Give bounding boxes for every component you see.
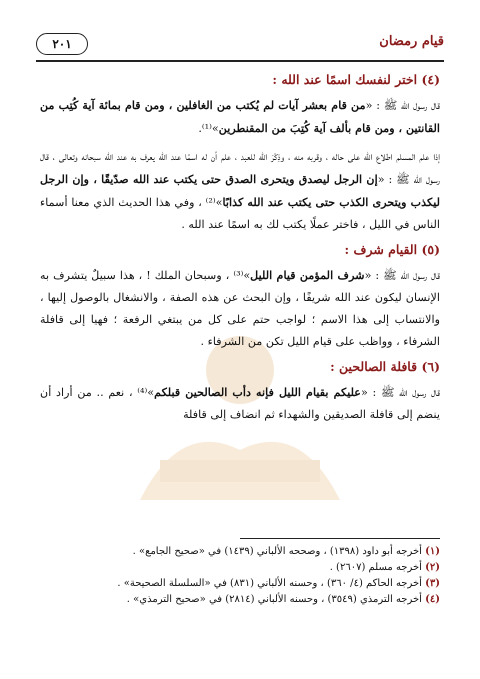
footnote-separator [240,538,440,539]
text: »⁽³⁾ ، وسبحان الملك ! ، هذا سبيلٌ يتشرف به الإنسان ليكون عند الله شريفًا ، وإن البحث عن هذه الصفة ، والانشغال بالوصول إليها ، والانتساب إلى هذا الاسم ؛ لواجب حتم على كل من يبتغي الرفعة ؛ فهيا إلى قافلة الشرفاء ، وواظب على قيام الليل تكن من الشرفاء . [40,269,440,348]
footnote-text: أخرجه مسلم (٢٦٠٧) . [329,562,422,573]
footnotes [40,544,440,608]
footnote-text: أخرجه الحاكم (٤/ ٣٦٠) ، وحسنه الألباني (٨٣١) في «السلسلة الصحيحة» . [117,578,422,589]
footnote [40,576,440,592]
paragraph [40,146,440,236]
footnote [40,560,440,576]
hadith-text: من قام بعشر آيات لم يُكتب من الغافلين ، ومن قام بمائة آية كُتِب من القانتين ، ومن قام بألف آية كُتِبَ من المقنطرين [40,98,440,135]
footnote-number: (٢) [425,562,440,573]
section-heading: (٤) اختر لنفسك اسمًا عند الله : [272,72,440,87]
section-heading: (٥) القيام شرف : [344,242,440,257]
text: إذا علم المسلم اطلاع الله على حاله ، وقربه منه ، وذِكْرَ الله للعبد ، علم أن له اسمًا عند الله يعرف به عند الله سبحانه وتعالى ، قال رسول الله ﷺ : « [40,150,440,186]
page-body [40,66,440,432]
page-header [36,34,444,58]
page-number: ٢٠١ [36,33,88,55]
text: قال رسول الله ﷺ : « [365,99,440,112]
header-rule [36,60,444,62]
hadith-text: شرف المؤمن قيام الليل [250,268,365,282]
text: »⁽¹⁾. [198,122,219,135]
paragraph [40,94,440,140]
footnote [40,544,440,560]
text: »⁽⁴⁾ ، نعم .. من أراد أن ينضم إلى قافلة الصديقين والشهداء ثم انضاف إلى قافلة [40,386,440,421]
footnote-text: أخرجه الترمذي (٣٥٤٩) ، وحسنه الألباني (٢٨١٤) في «صحيح الترمذي» . [126,594,422,605]
paragraph [40,381,440,426]
text: قال رسول الله ﷺ : « [360,386,440,399]
section-heading: (٦) قافلة الصالحين : [330,359,440,374]
hadith-text: إن الرجل ليصدق ويتحرى الصدق حتى يكتب عند الله صدّيقًا ، وإن الرجل ليكذب ويتحرى الكذب حتى يكتب عند الله كذابًا [40,172,440,209]
footnote-number: (٤) [425,594,440,605]
footnote [40,592,440,608]
footnote-number: (٣) [425,578,440,589]
text: »⁽²⁾ ، وفي هذا الحديث الذي معنا أسماء الناس في الليل ، فاختر عملًا يكتب لك به اسمًا عند الله . [40,196,440,231]
section-caravan-of-righteous [40,359,440,426]
section-night-prayer-honor [40,242,440,353]
text: قال رسول الله ﷺ : « [364,269,440,282]
paragraph [40,264,440,353]
section-name-with-allah [40,72,440,236]
footnote-text: أخرجه أبو داود (١٣٩٨) ، وصححه الألباني (١٤٣٩) في «صحيح الجامع» . [132,546,422,557]
hadith-text: عليكم بقيام الليل فإنه دأب الصالحين قبلكم [154,385,361,399]
footnote-number: (١) [425,546,440,557]
running-title: قيام رمضان [379,34,444,49]
